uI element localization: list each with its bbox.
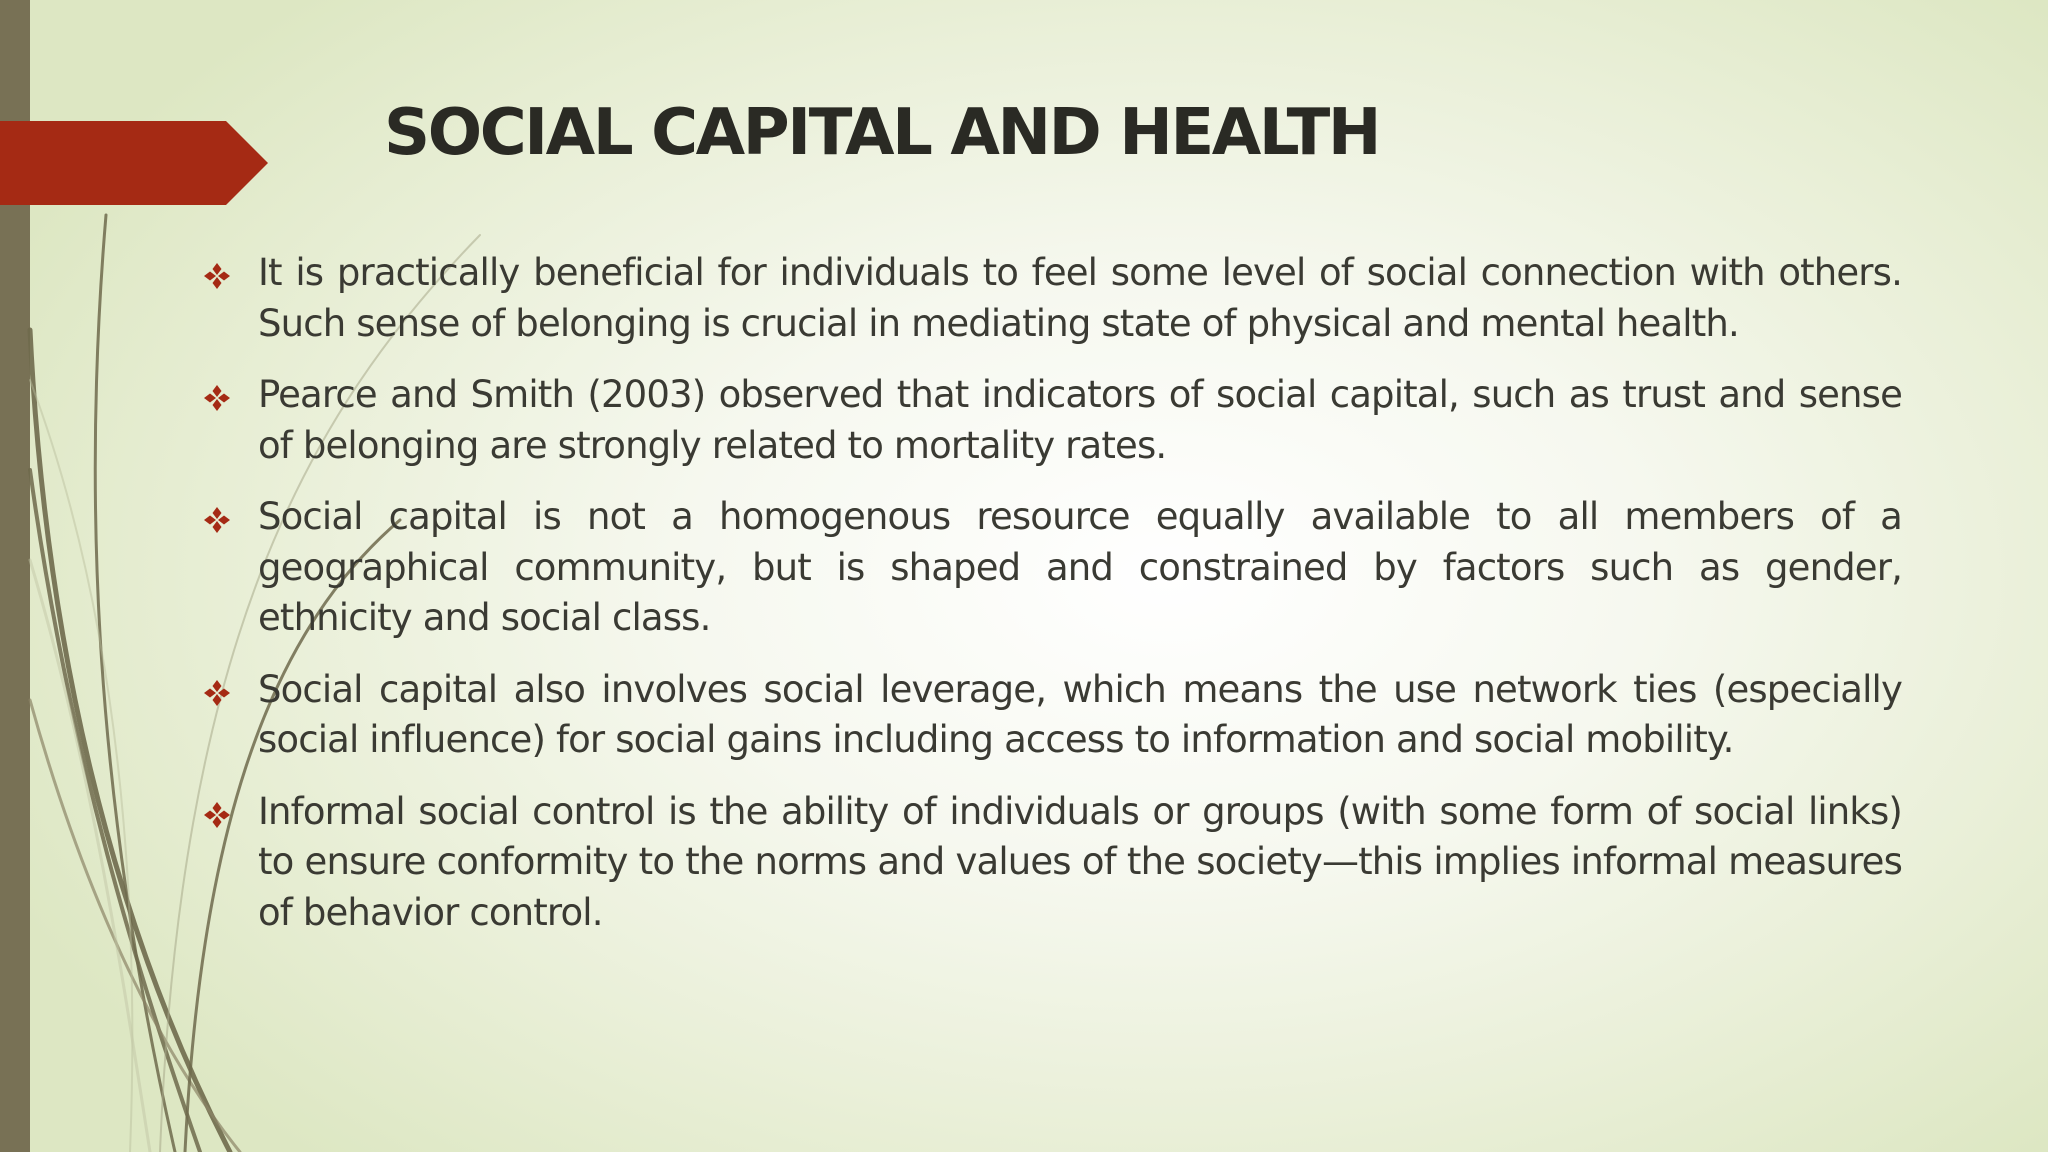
bullet-text: Social capital is not a homogenous resource equally available to all members of a geographical community, but is shaped and constrained by factors such as gender, ethnicity and social class. [258,495,1902,639]
slide-title: SOCIAL CAPITAL AND HEALTH [384,96,1380,170]
bullet-text: Social capital also involves social leverage, which means the use network ties (especially social influence) for social gains including access to information and social mobility. [258,667,1902,761]
bullet-text: Pearce and Smith (2003) observed that indicators of social capital, such as trust and sense of belonging are strongly related to mortality rates. [258,373,1902,467]
bullet-list [198,248,1902,959]
bullet-item [198,492,1902,644]
four-diamond-bullet-icon [202,505,232,535]
bullet-text: It is practically beneficial for individuals to feel some level of social connection with others. Such sense of belonging is crucial in mediating state of physical and mental health. [258,251,1902,345]
bullet-text: Informal social control is the ability of individuals or groups (with some form of social links) to ensure conformity to the norms and values of the society—this implies informal measures of behavior control. [258,789,1902,934]
four-diamond-bullet-icon [202,678,232,708]
four-diamond-bullet-icon [202,800,232,830]
four-diamond-bullet-icon [202,383,232,413]
bullet-item [198,665,1902,766]
bullet-item [198,370,1902,471]
bullet-item [198,248,1902,349]
four-diamond-bullet-icon [202,261,232,291]
title-arrow-banner [0,121,268,205]
bullet-item [198,787,1902,939]
